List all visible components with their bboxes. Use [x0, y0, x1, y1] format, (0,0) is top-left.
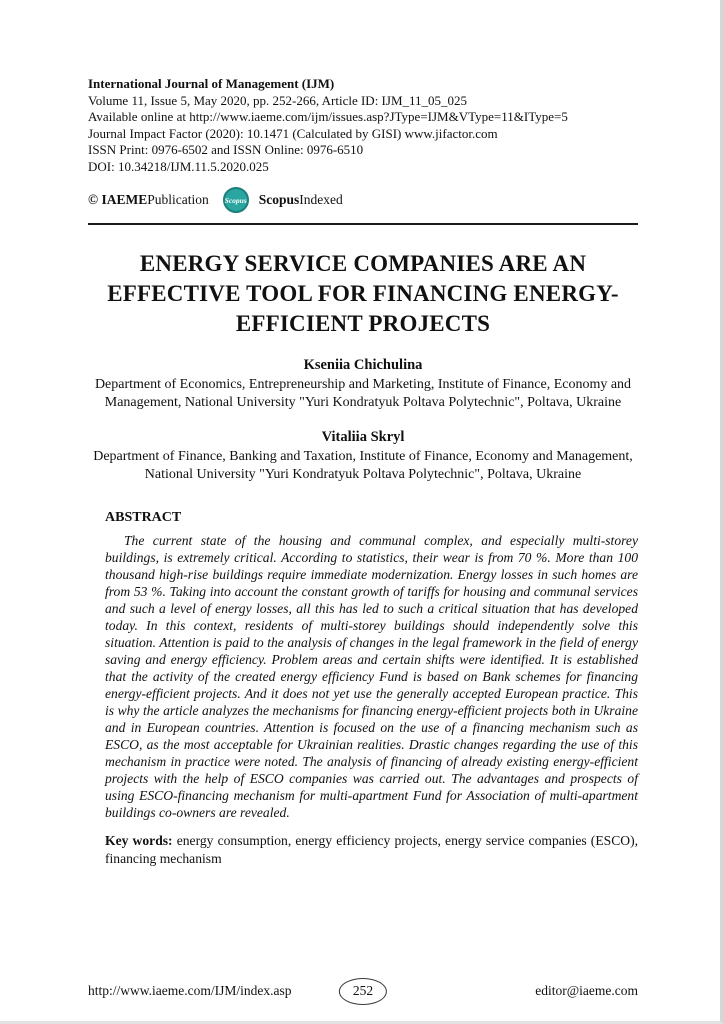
footer-editor-email[interactable]: editor@iaeme.com: [535, 983, 638, 998]
keywords-label: Key words:: [105, 833, 173, 848]
keywords-text: energy consumption, energy efficiency projects, energy service companies (ESCO), financing mechanism: [105, 833, 639, 866]
abstract-heading: ABSTRACT: [105, 510, 182, 525]
impact-factor-line: Journal Impact Factor (2020): 10.1471 (Calculated by GISI) www.jifactor.com: [88, 125, 498, 141]
page-number-container: [339, 978, 387, 1005]
keywords-paragraph: [105, 832, 638, 867]
doi-line: DOI: 10.34218/IJM.11.5.2020.025: [88, 158, 269, 174]
journal-header: [88, 76, 638, 216]
author-name-2: Vitaliia Skryl: [321, 429, 405, 445]
availability-line: Available online at http://www.iaeme.com/ijm/issues.asp?JType=IJM&VType=11&IType=5: [88, 109, 568, 124]
volume-line: Volume 11, Issue 5, May 2020, pp. 252-266, Article ID: IJM_11_05_025: [88, 92, 468, 108]
paper-title: ENERGY SERVICE COMPANIES ARE AN EFFECTIVE TOOL FOR FINANCING ENERGY-EFFICIENT PROJECTS: [107, 251, 619, 336]
author-name-1: Kseniia Chichulina: [303, 357, 423, 373]
scopus-indexed-rest: Indexed: [299, 192, 343, 207]
issn-line: ISSN Print: 0976-6502 and ISSN Online: 0976-6510: [88, 142, 364, 157]
scopus-indexed-label: Scopus: [258, 192, 300, 207]
iaeme-copyright: © IAEME: [88, 192, 148, 207]
page-footer: [88, 983, 638, 999]
footer-journal-url[interactable]: http://www.iaeme.com/IJM/index.asp: [88, 983, 292, 998]
page-content: [88, 0, 638, 867]
header-divider: [88, 223, 638, 225]
journal-name: International Journal of Management (IJM): [88, 76, 335, 91]
publication-label: Publication: [147, 192, 209, 207]
scopus-logo-icon: [223, 187, 249, 213]
author-block-2: [88, 428, 638, 483]
author-block-1: [88, 356, 638, 411]
page-number-badge: 252: [339, 978, 387, 1005]
author-affiliation-2: Department of Finance, Banking and Taxation, Institute of Finance, Economy and Management, National University "Yuri Kondratyuk Poltava Polytechnic", Poltava, Ukraine: [93, 449, 633, 482]
publisher-line: [88, 184, 638, 216]
author-affiliation-1: Department of Economics, Entrepreneurship and Marketing, Institute of Finance, Economy and Management, National University "Yuri Kondratyuk Poltava Polytechnic", Poltava, Ukraine: [94, 377, 632, 410]
abstract-text: The current state of the housing and communal complex, and especially multi-storey buildings, is extremely critical. According to statistics, their wear is from 70 %. More than 100 thousand high-rise buildings require immediate modernization. Energy losses in such homes are from 53 %. Taking into account the constant growth of tariffs for housing and communal services and such a level of energy losses, all this has led to such a critical situation that has developed today. In this context, residents of multi-storey buildings should independently solve this situation. Attention is paid to the analysis of changes in the legal framework in the field of energy saving and energy efficiency. Problem areas and certain shifts were identified. It is established that the activity of the created energy efficiency Fund is based on Bank schemes for financing energy-efficient projects. And it does not yet use the generally accepted European practice. This is why the article analyzes the mechanisms for financing energy-efficient projects both in Ukraine and in European countries. Attention is focused on the use of a financing mechanism such as ESCO, as the most acceptable for Ukrainian realities. Drastic changes regarding the use of this mechanism in practice were noted. The analysis of financing of already existing energy-efficient projects with the help of ESCO companies was carried out. The advantages and prospects of using ESCO-financing mechanism for multi-apartment Fund for Association of multi-apartment buildings co-owners are revealed.: [105, 533, 638, 820]
scopus-logo-text: Scopus: [224, 195, 247, 205]
